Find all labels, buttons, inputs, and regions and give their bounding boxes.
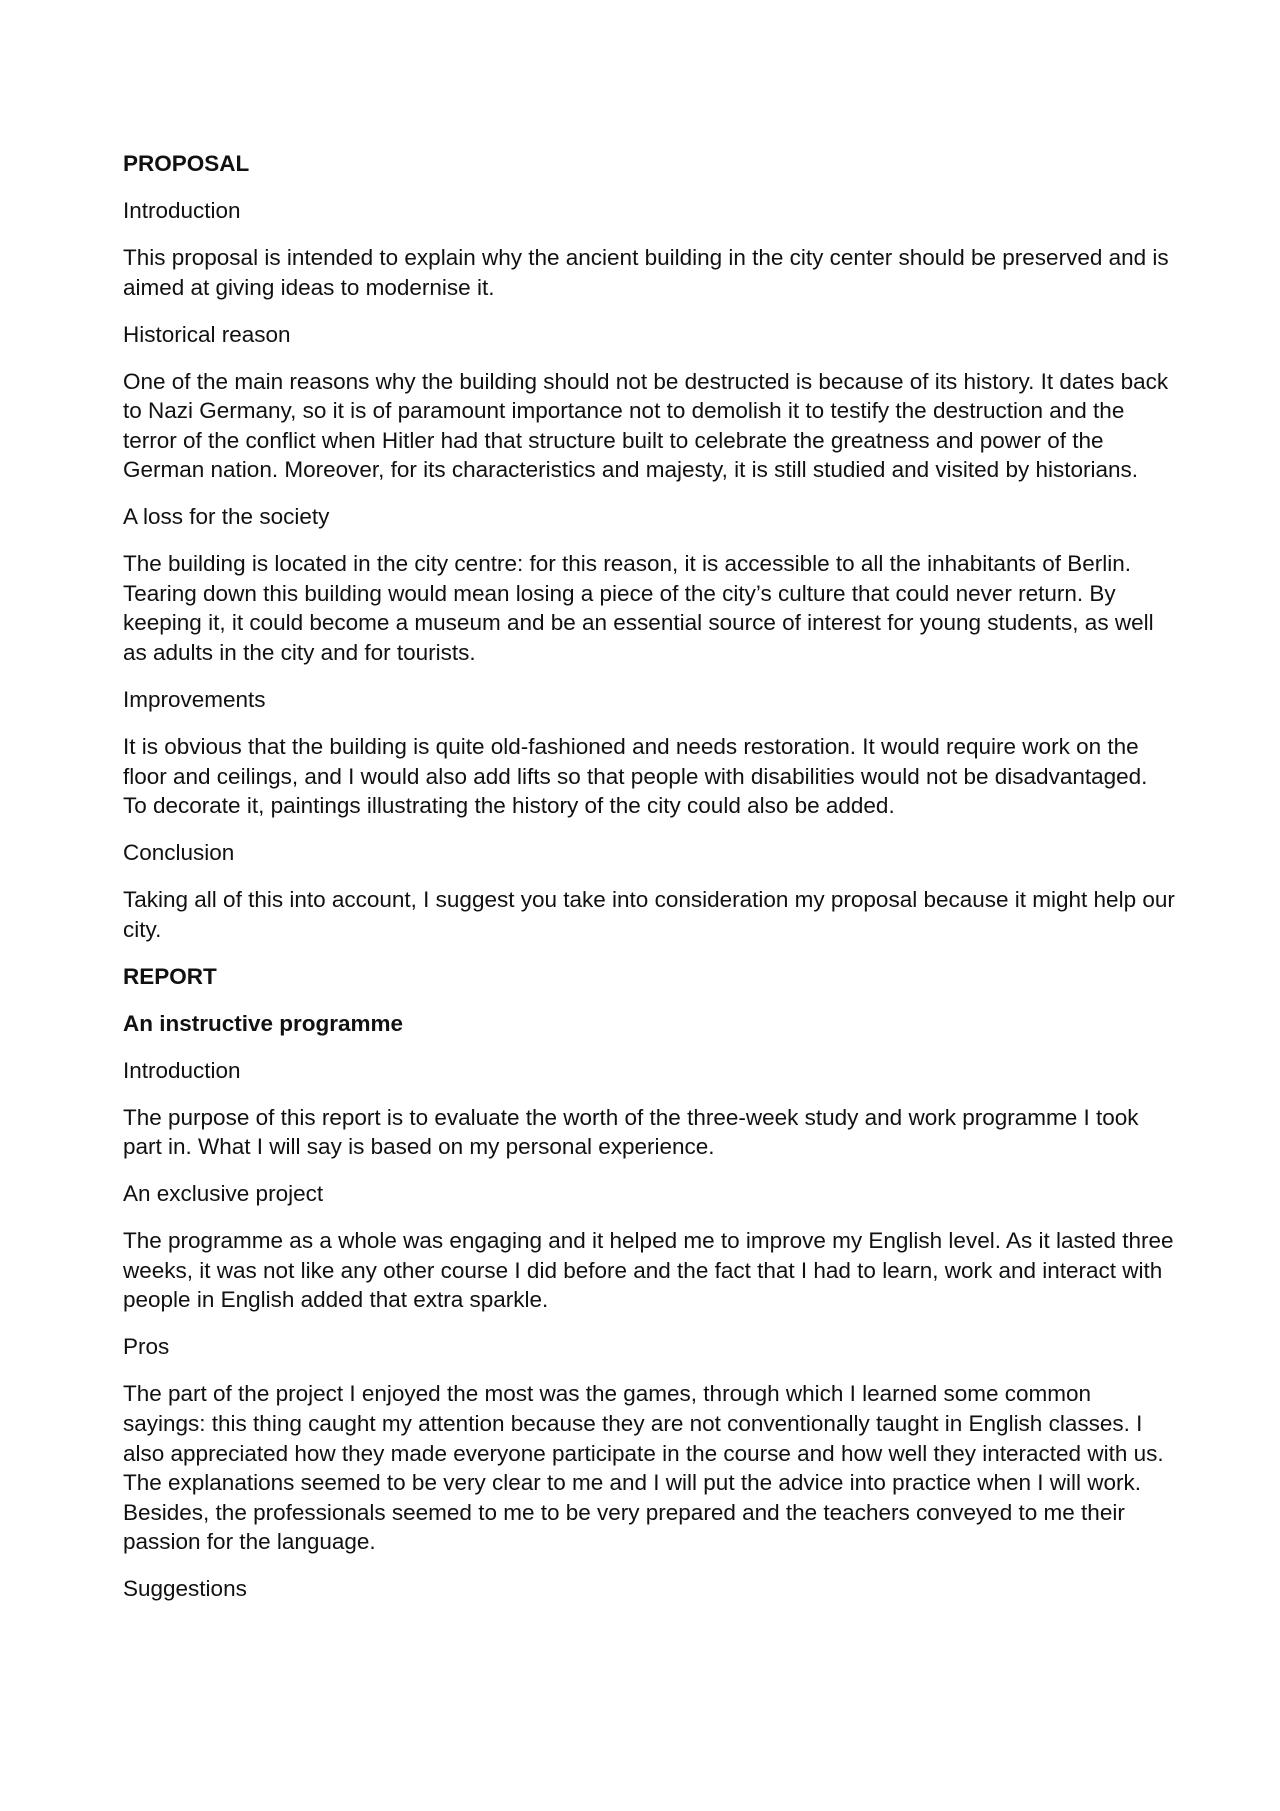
report-exclusive-paragraph: The programme as a whole was engaging and it helped me to improve my English level. As it lasted three weeks, it was not like any other course I did before and the fact that I had to learn, work and interact with people in English added that extra sparkle. <box>123 1228 1174 1313</box>
report-title: REPORT <box>123 963 217 989</box>
proposal-title: PROPOSAL <box>123 151 250 176</box>
proposal-improvements-heading: Improvements <box>123 687 266 713</box>
proposal-conclusion-paragraph: Taking all of this into account, I suggest you take into consideration my proposal because it might help our city. <box>123 887 1175 942</box>
proposal-introduction-paragraph: This proposal is intended to explain why the ancient building in the city center should be preserved and is aimed at giving ideas to modernise it. <box>123 244 1169 300</box>
proposal-introduction-heading: Introduction <box>123 197 241 223</box>
document-page <box>123 149 1175 1621</box>
report-pros-heading: Pros <box>123 1334 170 1360</box>
proposal-improvements-paragraph: It is obvious that the building is quite old-fashioned and needs restoration. It would require work on the floor and ceilings, and I would also add lifts so that people with disabilities would not be disadvantaged. To decorate it, paintings illustrating the history of the city could also be added. <box>123 734 1148 819</box>
proposal-loss-paragraph: The building is located in the city centre: for this reason, it is accessible to all the inhabitants of Berlin. Tearing down this building would mean losing a piece of the city’s culture that could never return. By keeping it, it could become a museum and be an essential source of interest for young students, as well as adults in the city and for tourists. <box>123 551 1154 666</box>
report-introduction-paragraph: The purpose of this report is to evaluate the worth of the three-week study and work programme I took part in. What I will say is based on my personal experience. <box>123 1104 1139 1160</box>
proposal-historical-paragraph: One of the main reasons why the building should not be destructed is because of its history. It dates back to Nazi Germany, so it is of paramount importance not to demolish it to testify the destruction and the terror of the conflict when Hitler had that structure built to celebrate the greatness and power of the German nation. Moreover, for its characteristics and majesty, it is still studied and visited by historians. <box>123 368 1169 483</box>
report-exclusive-heading: An exclusive project <box>123 1181 324 1207</box>
proposal-loss-heading: A loss for the society <box>123 504 330 530</box>
proposal-conclusion-heading: Conclusion <box>123 840 235 866</box>
report-introduction-heading: Introduction <box>123 1057 241 1083</box>
proposal-historical-heading: Historical reason <box>123 321 291 347</box>
report-subtitle: An instructive programme <box>123 1010 404 1036</box>
report-suggestions-heading: Suggestions <box>123 1576 247 1602</box>
report-pros-paragraph: The part of the project I enjoyed the most was the games, through which I learned some common sayings: this thing caught my attention because they are not conventionally taught in English classes. I also appreciated how they made everyone participate in the course and how well they interacted with us. The explanations seemed to be very clear to me and I will put the advice into practice when I will work. Besides, the professionals seemed to me to be very prepared and the teachers conveyed to me their passion for the language. <box>123 1381 1164 1555</box>
